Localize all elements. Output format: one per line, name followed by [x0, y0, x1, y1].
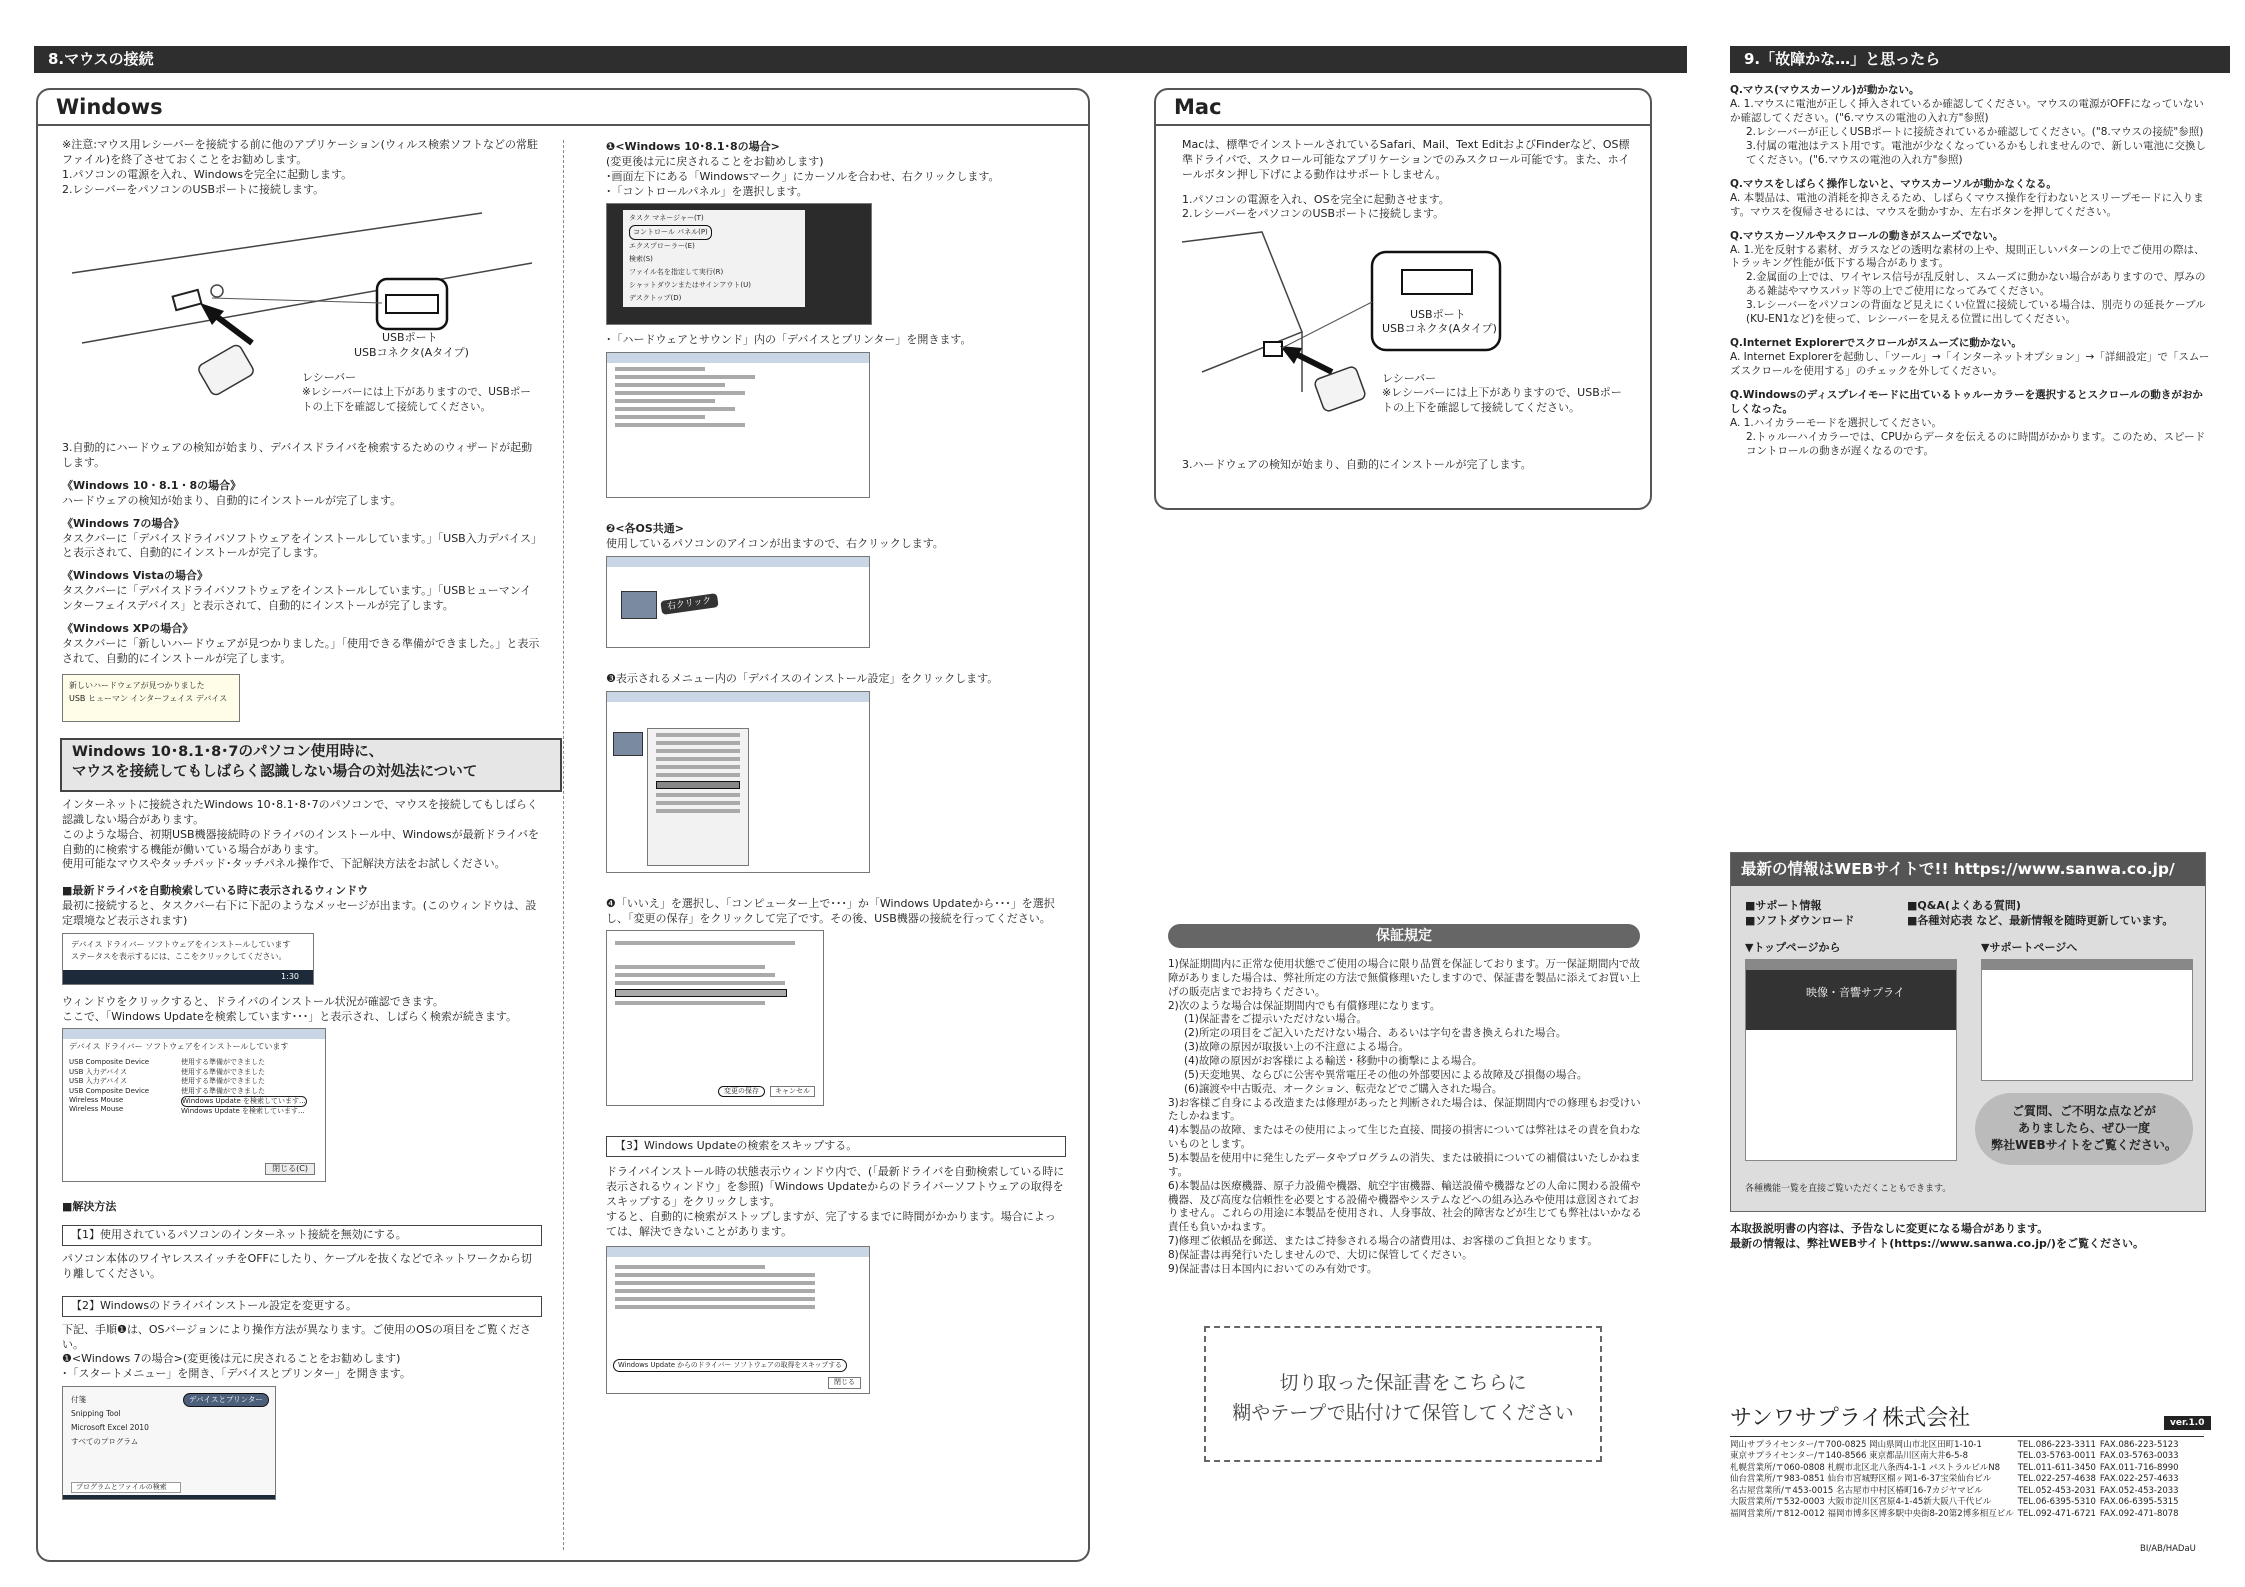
- dialog-close-button[interactable]: 閉じる(C): [265, 1163, 315, 1176]
- fax: FAX.022-257-4633: [2099, 1474, 2179, 1485]
- top-page-label: ▼トップページから: [1745, 941, 1841, 954]
- intro-step2: 2.レシーバーをパソコンのUSBポートに接続します。: [62, 182, 325, 196]
- step3: 3.自動的にハードウェアの検知が始まり、デバイスドライバを検索するためのウィザードが起動します。: [62, 441, 533, 470]
- fax: FAX.03-5763-0033: [2099, 1451, 2179, 1462]
- warranty-item: 4)本製品の故障、またはその使用によって生じた直接、間接の損害については弊社はその責を負わないものとします。: [1168, 1124, 1641, 1151]
- common-title: ❷<各OS共通>: [606, 522, 685, 536]
- dialog-status: 使用する準備ができました: [181, 1058, 265, 1067]
- warranty-list: [1168, 958, 1648, 1277]
- company-name: サンワサプライ株式会社: [1730, 1406, 1971, 1431]
- hw-text: ･「ハードウェアとサウンド」内の「デバイスとプリンター」を開きます。: [606, 333, 972, 347]
- usb-port-label: USBポート: [382, 331, 438, 345]
- section8-header: 8.マウスの接続: [34, 46, 1687, 73]
- warranty-item: 1)保証期間内に正常な使用状態でご使用の場合に限り品質を保証しております。万一保証期間内で故障がありました場合は、弊社所定の方法で無償修理いたしますので、保証書を製品に添えてお買い上げの販売店までお持ちください。: [1168, 958, 1641, 998]
- tel: TEL.052-453-2031: [2017, 1485, 2096, 1496]
- web-left-item: ■サポート情報: [1745, 899, 1822, 912]
- skip-link[interactable]: Windows Update からのドライバー ソフトウェアの取得をスキップする: [613, 1359, 847, 1372]
- address-row: [1730, 1509, 2183, 1520]
- warranty-paste-area: [1204, 1326, 1602, 1462]
- receiver-label: レシーバー: [302, 371, 357, 385]
- warranty-item: 5)本製品を使用中に発生したデータやプログラムの消失、または破損についての補償はいたしかねます。: [1168, 1152, 1641, 1178]
- address: 東京サプライセンター/〒140-8566 東京都品川区南大井6-5-8: [1730, 1451, 1968, 1462]
- context-menu-screenshot: [606, 203, 872, 325]
- top-page-thumbnail: [1745, 959, 1957, 1161]
- step4-text: ❹「いいえ」を選択し、「コンピューター上で･･･」か「Windows Updateから･･･」を選択し、「変更の保存」をクリックして完了です。その後、USB機器の接続を行ってください。: [606, 896, 1055, 925]
- document-code: BI/AB/HADaU: [2140, 1544, 2196, 1554]
- company-divider: [1730, 1436, 2204, 1437]
- solution-2-box: 【2】Windowsのドライバインストール設定を変更する。: [62, 1296, 542, 1317]
- faq-answer: A. 1.光を反射する素材、ガラスなどの透明な素材の上や、規則正しいパターンの上でご使用の際は、トラッキング性能が低下する場合があります。: [1730, 243, 2205, 270]
- pc-icon-screenshot: [606, 556, 870, 648]
- cancel-button[interactable]: キャンセル: [770, 1086, 815, 1097]
- win10-text-3: ･「コントロールパネル」を選択します。: [606, 184, 808, 198]
- solution-heading: ■解決方法: [62, 1200, 117, 1214]
- mac-usb-illustration: [1182, 222, 1632, 452]
- web-right-item: ■Q&A(よくある質問): [1907, 899, 2021, 912]
- ctx-item[interactable]: 検索(S): [629, 255, 653, 264]
- site-banner: 映像・音響サプライ: [1746, 970, 1956, 1030]
- dialog-status: 使用する準備ができました: [181, 1067, 265, 1076]
- trouble-text-2: このような場合、初期USB機器接続時のドライバのインストール中、Windowsが最新ドライバを自動的に検索する機能が働いている場合があります。: [62, 827, 540, 856]
- balloon-screenshot: [62, 933, 314, 985]
- bubble-line: 弊社WEBサイトをご覧ください。: [1991, 1138, 2177, 1152]
- ctx-item[interactable]: エクスプローラー(E): [629, 242, 695, 251]
- fax: FAX.092-471-8078: [2099, 1508, 2179, 1519]
- os-note-text-4: タスクバーに「新しいハードウェアが見つかりました。」「使用できる準備ができました。」と表示されて、自動的にインストールが完了します。: [62, 636, 540, 665]
- faq-answer: 2.レシーバーが正しくUSBポートに接続されているか確認してください。("8.マウスの接続"参照): [1746, 125, 2204, 138]
- windows-title: Windows: [38, 90, 1088, 126]
- start-item: Snipping Tool: [71, 1409, 121, 1419]
- address-table: [1730, 1440, 2210, 1520]
- dialog-device: Wireless Mouse: [69, 1105, 124, 1114]
- web-left-item: ■ソフトダウンロード: [1745, 913, 1855, 927]
- faq-answer: A. 1.マウスに電池が正しく挿入されているか確認してください。マウスの電源がOFFになっていないか確認してください。("6.マウスの電池の入れ方"参照): [1730, 97, 2204, 124]
- address: 札幌営業所/〒060-0808 札幌市北区北八条西4-1-1 パストラルビルN8: [1730, 1462, 2001, 1473]
- solution-1-box: 【1】使用されているパソコンのインターネット接続を無効にする。: [62, 1225, 542, 1246]
- mac-title: Mac: [1156, 90, 1650, 126]
- mac-text: Macは、標準でインストールされているSafari、Mail、Text EditおよびFinderなど、OS標準ドライバで、スクロール可能なアプリケーションでのみスクロール可能です。また、ホイールボタン押し下げによる動作はサポートしません。: [1182, 138, 1630, 181]
- tel: TEL.086-223-3311: [2017, 1440, 2096, 1450]
- xp-popup-screenshot: [62, 674, 240, 722]
- web-right-item: ■各種対応表 など、最新情報を随時更新しています。: [1907, 913, 2174, 927]
- faq-answer: 2.トゥルーハイカラーでは、CPUからデータを伝えるのに時間がかかります。このため、スピードコントロールの動きが遅くなるのです。: [1746, 430, 2206, 457]
- address-row: [1730, 1463, 2183, 1474]
- tel: TEL.011-611-3450: [2017, 1462, 2096, 1473]
- ctx-item-control-panel[interactable]: コントロール パネル(P): [629, 225, 712, 240]
- fax: FAX.052-453-2033: [2099, 1485, 2179, 1496]
- faq-answer: 2.金属面の上では、ワイヤレス信号が乱反射し、スムーズに動かない場合がありますので、厚みのある雑誌やマウスパッド等の上でご使用になってみてください。: [1746, 271, 2206, 298]
- paste-line2: 糊やテープで貼付けて保管してください: [1232, 1402, 1574, 1424]
- mac-usb-connector-label: USBコネクタ(Aタイプ): [1382, 322, 1497, 336]
- dialog-device: USB Composite Device: [69, 1058, 150, 1067]
- paste-line1: 切り取った保証書をこちらに: [1279, 1372, 1527, 1394]
- warranty-item: 3)お客様ご自身による改造または修理があったと判断された場合は、保証期間内での修理もお受けいたしかねます。: [1168, 1096, 1641, 1123]
- win10-text-1: (変更後は元に戻されることをお勧めします): [606, 154, 824, 168]
- install-settings-screenshot: [606, 930, 824, 1106]
- balloon-line2: ステータスを表示するには、ここをクリックしてください。: [71, 951, 287, 961]
- faq-list: [1730, 80, 2210, 459]
- usb-connector-label: USBコネクタ(Aタイプ): [354, 346, 469, 360]
- faq-question: Q.Windowsのディスプレイモードに出ているトゥルーカラーを選択するとスクロールの動きがおかしくなった。: [1730, 389, 2203, 416]
- fax: FAX.06-6395-5315: [2099, 1497, 2179, 1508]
- web-notice-line: 本取扱説明書の内容は、予告なしに変更になる場合があります。: [1730, 1222, 2049, 1235]
- support-page-thumbnail: [1981, 959, 2193, 1081]
- mac-step3: 3.ハードウェアの検知が始まり、自動的にインストールが完了します。: [1182, 458, 1532, 472]
- balloon-line1: デバイス ドライバー ソフトウェアをインストールしています: [71, 939, 291, 949]
- device-menu-screenshot: [606, 691, 870, 873]
- os-note-title-2: 《Windows 7の場合》: [62, 516, 185, 530]
- ctx-item[interactable]: デスクトップ(D): [629, 294, 682, 303]
- warranty-item: 7)修理ご依頼品を郵送、またはご持参される場合の諸費用は、お客様のご負担となります。: [1168, 1235, 1598, 1248]
- dialog-device: Wireless Mouse: [69, 1095, 124, 1104]
- trouble-section: [62, 798, 542, 1500]
- warranty-item: 6)本製品は医療機器、原子力設備や機器、航空宇宙機器、輸送設備や機器などの人命に関わる設備や機器、及び高度な信頼性を必要とする設備や機器やシステムなどへの組み込みや使用は意図されておりません。これらの用途に本製品を使用され、人身事故、社会的障害などが生じても弊社はいかなる責任も負いかねます。: [1168, 1179, 1642, 1234]
- dialog-title: デバイス ドライバー ソフトウェアをインストールしています: [69, 1042, 289, 1052]
- web-banner: 最新の情報はWEBサイトで!! https://www.sanwa.co.jp/: [1731, 853, 2205, 886]
- win10-text-2: ･画面左下にある「Windowsマーク」にカーソルを合わせ、右クリックします。: [606, 169, 1000, 183]
- start-item: 付箋: [71, 1395, 86, 1405]
- dialog-device: USB 入力デバイス: [69, 1077, 128, 1086]
- skip-text-1: ドライバインストール時の状態表示ウィンドウ内で、(「最新ドライバを自動検索している時に表示されるウィンドウ」を参照)「Windows Updateからのドライバーソフトウェアの取得をスキップする」をクリックします。: [606, 1165, 1065, 1208]
- os-note-title-1: 《Windows 10・8.1・8の場合》: [62, 479, 242, 493]
- solution-2-win7b: ･「スタートメニュー」を開き、「デバイスとプリンター」を開きます。: [62, 1367, 411, 1381]
- skip-dialog-screenshot: [606, 1246, 870, 1394]
- after-click-text-2: ここで、「Windows Updateを検索しています･･･」と表示され、しばらく検索が続きます。: [62, 1009, 517, 1023]
- address: 名古屋営業所/〒453-0015 名古屋市中村区椿町16-7カジヤマビル: [1730, 1485, 1983, 1496]
- skip-text-2: すると、自動的に検索がストップしますが、完了するまでに時間がかかります。場合によっては、解決できないことがあります。: [606, 1209, 1056, 1238]
- windows-left-column: [62, 138, 542, 722]
- install-dialog-screenshot: [62, 1028, 326, 1182]
- faq-question: Q.マウスをしばらく操作しないと、マウスカーソルが動かなくなる。: [1730, 177, 2057, 190]
- tel: TEL.06-6395-5310: [2017, 1497, 2096, 1508]
- dialog-status: 使用する準備ができました: [181, 1086, 265, 1095]
- ctx-item[interactable]: ファイル名を指定して実行(R): [629, 268, 724, 277]
- skip-box: 【3】Windows Updateの検索をスキップする。: [606, 1136, 1066, 1157]
- after-click-text-1: ウィンドウをクリックすると、ドライバのインストール状況が確認できます。: [62, 994, 444, 1008]
- bubble-line: ありましたら、ぜひ一度: [2017, 1121, 2150, 1135]
- warranty-item: (1)保証書をご提示いただけない場合。: [1184, 1013, 1367, 1026]
- mac-usb-diagram: [1182, 222, 1632, 452]
- address-row: [1730, 1474, 2183, 1485]
- intro-note: ※注意:マウス用レシーバーを接続する前に他のアプリケーション(ウィルス検索ソフトなどの常駐ファイル)を終了させておくことをお勧めします。: [62, 138, 538, 166]
- start-menu-screenshot: [62, 1386, 276, 1500]
- bubble-line: ご質問、ご不明な点などが: [2011, 1104, 2156, 1118]
- address-row: [1730, 1497, 2183, 1508]
- address: 仙台営業所/〒983-0851 仙台市宮城野区榴ヶ岡1-6-37宝栄仙台ビル: [1730, 1474, 1992, 1485]
- trouble-title-box: [60, 738, 562, 792]
- dialog-status: 使用する準備ができました: [181, 1077, 265, 1086]
- receiver-note: ※レシーバーには上下がありますので、USBポートの上下を確認して接続してください。: [302, 386, 531, 413]
- warranty-item: (3)故障の原因が取扱い上の不注意による場合。: [1184, 1041, 1409, 1054]
- warranty-item: (6)譲渡や中古販売、オークション、転売などでご購入された場合。: [1184, 1082, 1503, 1095]
- mac-usb-port-label: USBポート: [1410, 308, 1466, 322]
- address: 大阪営業所/〒532-0003 大阪市淀川区宮原4-1-45新大阪八千代ビル: [1730, 1497, 1992, 1508]
- step3-text: ❸表示されるメニュー内の「デバイスのインストール設定」をクリックします。: [606, 671, 999, 685]
- solution-1-text: パソコン本体のワイヤレススイッチをOFFにしたり、ケーブルを抜くなどでネットワークから切り離してください。: [62, 1252, 532, 1280]
- warranty-item: (5)天変地異、ならびに公害や異常電圧その他の外部要因による故障及び損傷の場合。: [1184, 1068, 1588, 1081]
- fax: FAX.086-223-5123: [2099, 1440, 2179, 1450]
- faq-question: Q.マウス(マウスカーソル)が動かない。: [1730, 84, 1920, 96]
- control-panel-screenshot: [606, 352, 870, 498]
- tel: TEL.092-471-6721: [2017, 1508, 2096, 1519]
- xp-popup-line1: 新しいハードウェアが見つかりました: [69, 681, 205, 691]
- address: 岡山サプライセンター/〒700-0825 岡山県岡山市北区田町1-10-1: [1730, 1440, 1982, 1450]
- warranty-item: (2)所定の項目をご記入いただけない場合、あるいは字句を書き換えられた場合。: [1184, 1027, 1567, 1040]
- column-divider: [563, 140, 564, 1550]
- faq-answer: A. 1.ハイカラーモードを選択してください。: [1730, 417, 1942, 430]
- web-bottom-note: 各種機能一覧を直接ご覧いただくこともできます。: [1745, 1184, 1952, 1194]
- auto-search-text: 最初に接続すると、タスクバー右下に下記のようなメッセージが出ます。(このウィンドウは、設定環境など表示されます): [62, 899, 537, 927]
- trouble-title-line1: Windows 10･8.1･8･7のパソコン使用時に、: [72, 744, 384, 760]
- address-row: [1730, 1451, 2183, 1462]
- faq-answer: 3.付属の電池はテスト用です。電池が少なくなっているかもしれませんので、新しい電池に交換してください。("6.マウスの電池の入れ方"参照): [1746, 139, 2207, 166]
- warranty-item: 9)保証書は日本国内においてのみ有効です。: [1168, 1262, 1378, 1275]
- dialog-status: Windows Update を検索しています...: [181, 1107, 305, 1116]
- os-note-title-3: 《Windows Vistaの場合》: [62, 569, 209, 583]
- xp-popup-line2: USB ヒューマン インターフェイス デバイス: [69, 694, 228, 704]
- skip-close-button[interactable]: 閉じる: [828, 1377, 861, 1388]
- trouble-text-3: 使用可能なマウスやタッチパッド･タッチパネル操作で、下記解決方法をお試しください。: [62, 857, 506, 871]
- support-bubble: [1975, 1093, 2193, 1165]
- auto-search-heading: ■最新ドライバを自動検索している時に表示されるウィンドウ: [62, 884, 369, 898]
- dialog-status: Windows Update を検索しています...: [181, 1096, 307, 1107]
- os-note-title-4: 《Windows XPの場合》: [62, 621, 194, 635]
- usb-illustration: [62, 203, 542, 413]
- warranty-item: 2)次のような場合は保証期間内でも有償修理になります。: [1168, 999, 1441, 1012]
- solution-2-win7: ❶<Windows 7の場合>(変更後は元に戻されることをお勧めします): [62, 1352, 401, 1366]
- taskbar-time: 1:30: [281, 971, 299, 981]
- dialog-device: USB Composite Device: [69, 1086, 150, 1095]
- faq-answer: A. 本製品は、電池の消耗を抑さえるため、しばらくマウス操作を行わないとスリープモードに入ります。マウスを復帰させるには、マウスを動かすか、左右ボタンを押してください。: [1730, 191, 2204, 218]
- os-note-text-3: タスクバーに「デバイスドライバソフトウェアをインストールしています。」「USBヒューマンインターフェイスデバイス」と表示されて、自動的にインストールが完了します。: [62, 584, 532, 612]
- tel: TEL.03-5763-0011: [2017, 1451, 2096, 1462]
- dialog-device: USB 入力デバイス: [69, 1067, 128, 1076]
- address-row: [1730, 1440, 2183, 1451]
- right-click-label: 右クリック: [660, 593, 718, 615]
- mac-step1: 1.パソコンの電源を入れ、OSを完全に起動させます。: [1182, 192, 1450, 206]
- section9-header: 9.「故障かな…」と思ったら: [1730, 46, 2230, 73]
- intro-step1: 1.パソコンの電源を入れ、Windowsを完全に起動します。: [62, 167, 353, 181]
- solution-2-text: 下記、手順❶は、OSバージョンにより操作方法が異なります。ご使用のOSの項目をご覧ください。: [62, 1322, 531, 1351]
- address-row: [1730, 1486, 2183, 1497]
- web-notice: [1730, 1222, 2210, 1252]
- version-badge: ver.1.0: [2164, 1416, 2211, 1430]
- warranty-item: (4)故障の原因がお客様による輸送・移動中の衝撃による場合。: [1184, 1055, 1483, 1068]
- warranty-item: 8)保証書は再発行いたしませんので、大切に保管してください。: [1168, 1249, 1473, 1262]
- faq-answer: 3.レシーバーをパソコンの背面など見えにくい位置に接続している場合は、別売りの延長ケーブル(KU-EN1など)を使って、レシーバーを見える位置に出してください。: [1746, 299, 2206, 326]
- start-search-box[interactable]: プログラムとファイルの検索: [71, 1482, 181, 1493]
- mac-content: [1182, 138, 1632, 473]
- start-item: すべてのプログラム: [71, 1437, 139, 1447]
- address: 福岡営業所/〒812-0012 福岡市博多区博多駅中央街8-20第2博多相互ビル: [1730, 1508, 2014, 1519]
- windows-right-column: [606, 140, 1066, 1394]
- os-note-text-1: ハードウェアの検知が始まり、自動的にインストールが完了します。: [62, 493, 402, 507]
- save-changes-button[interactable]: 変更の保存: [718, 1086, 765, 1097]
- ctx-item[interactable]: タスク マネージャー(T): [629, 214, 704, 223]
- common-text: 使用しているパソコンのアイコンが出ますので、右クリックします。: [606, 537, 944, 551]
- tel: TEL.022-257-4638: [2017, 1474, 2096, 1485]
- mac-receiver-note: ※レシーバーには上下がありますので、USBポートの上下を確認して接続してください。: [1382, 386, 1622, 415]
- faq-answer: A. Internet Explorerを起動し、「ツール」→「インターネットオプション」→「詳細設定」で「スムーズスクロールを使用する」のチェックを外してください。: [1730, 351, 2210, 378]
- web-notice-line: 最新の情報は、弊社WEBサイト(https://www.sanwa.co.jp/)をご覧ください。: [1730, 1236, 2144, 1250]
- mac-step2: 2.レシーバーをパソコンのUSBポートに接続します。: [1182, 207, 1445, 221]
- trouble-text-1: インターネットに接続されたWindows 10･8.1･8･7のパソコンで、マウスを接続してもしばらく認識しない場合があります。: [62, 798, 538, 826]
- mac-receiver-label: レシーバー: [1382, 372, 1437, 386]
- faq-question: Q.Internet Explorerでスクロールがスムーズに動かない。: [1730, 337, 2022, 350]
- os-note-text-2: タスクバーに「デバイスドライバソフトウェアをインストールしています。」「USB入力デバイス」と表示されて、自動的にインストールが完了します。: [62, 531, 542, 560]
- web-info-box: [1730, 852, 2206, 1212]
- win10-title: ❶<Windows 10･8.1･8の場合>: [606, 140, 780, 153]
- devices-printers-item[interactable]: デバイスとプリンター: [183, 1393, 269, 1407]
- support-page-label: ▼サポートページへ: [1981, 941, 2078, 954]
- start-item: Microsoft Excel 2010: [71, 1423, 149, 1433]
- fax: FAX.011-716-8990: [2099, 1462, 2179, 1473]
- warranty-title: 保証規定: [1168, 924, 1640, 948]
- ctx-item[interactable]: シャットダウンまたはサインアウト(U): [629, 281, 751, 290]
- trouble-title-line2: マウスを接続してもしばらく認識しない場合の対処法について: [72, 764, 478, 780]
- faq-question: Q.マウスカーソルやスクロールの動きがスムーズでない。: [1730, 229, 2004, 242]
